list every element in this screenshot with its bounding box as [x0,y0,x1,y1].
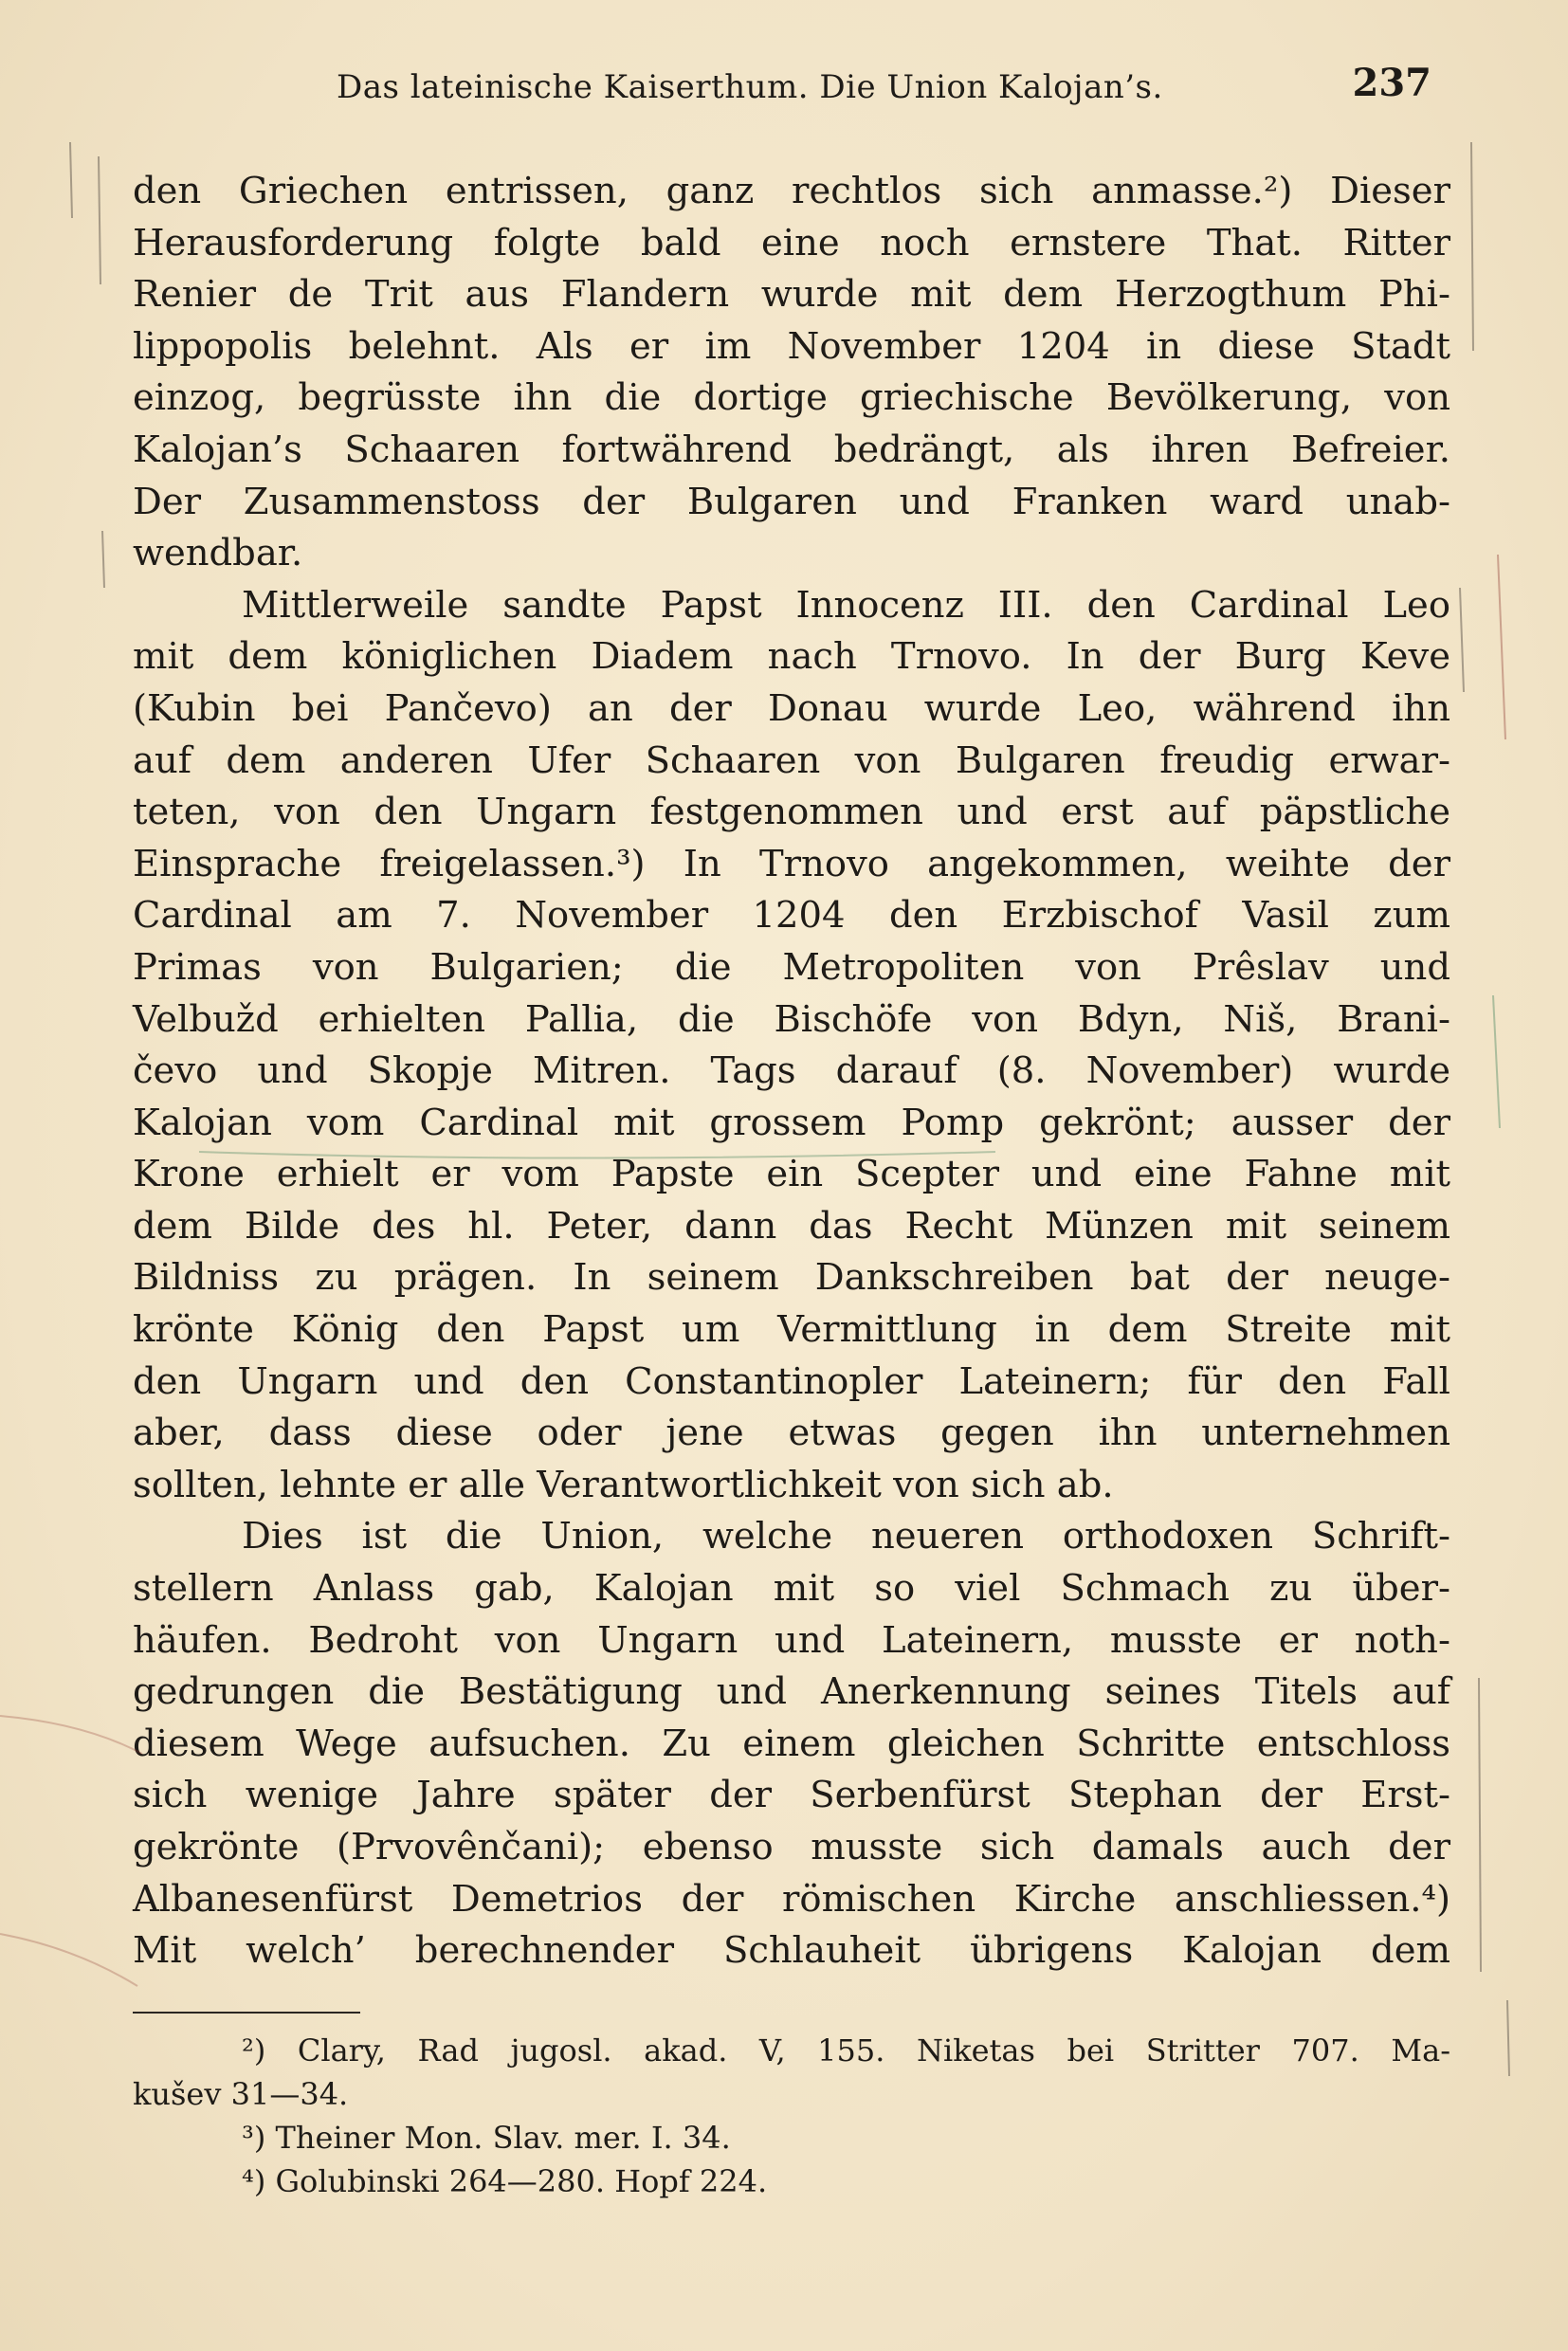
pencil-stroke [1498,555,1505,739]
text-line: auf dem anderen Ufer Schaaren von Bulgaren freudig erwar- [133,738,1450,782]
text-line: mit dem königlichen Diadem nach Trnovo. In der Burg Keve [133,635,1450,679]
text-line: gekrönte (Prvovênčani); ebenso musste sich damals auch der [133,1826,1450,1868]
text-line: gedrungen die Bestätigung und Anerkennung seines Titels auf [133,1670,1450,1714]
text-line: aber, dass diese oder jene etwas gegen ihn unternehmen [133,1412,1450,1455]
text-line: Bildniss zu prägen. In seinem Dankschreiben bat der neuge- [133,1256,1450,1300]
text-line: häufen. Bedroht von Ungarn und Lateinern, musste er noth- [133,1618,1450,1662]
pencil-stroke [1493,995,1500,1128]
text-line: Cardinal am 7. November 1204 den Erzbischof Vasil zum [133,894,1450,938]
text-line: einzog, begrüsste ihn die dortige griechische Bevölkerung, von [133,376,1450,420]
text-line: den Ungarn und den Constantinopler Lateinern; für den Fall [133,1359,1450,1403]
text-line: Dies ist die Union, welche neueren orthodoxen Schrift- [242,1515,1450,1558]
text-line: krönte König den Papst um Vermittlung in dem Streite mit [133,1308,1450,1352]
text-line: Krone erhielt er vom Papste ein Scepter und eine Fahne mit [133,1153,1450,1196]
running-head [133,59,1431,116]
text-line: Primas von Bulgarien; die Metropoliten von Prêslav und [133,945,1450,989]
pencil-stroke [1479,1678,1481,1972]
text-line: Herausforderung folgte bald eine noch ernstere That. Ritter [133,221,1450,264]
footnotes [133,2029,1450,2203]
footnote: ⁴) Golubinski 264—280. Hopf 224. [242,2163,768,2199]
text-line: Velbužd erhielten Pallia, die Bischöfe von Bdyn, Niš, Brani- [133,997,1450,1041]
text-line: wendbar. [133,532,303,575]
text-line: Kalojan vom Cardinal mit grossem Pomp gekrönt; ausser der [133,1101,1450,1144]
left-margin-marks [0,142,142,1986]
pencil-stroke [99,156,100,284]
text-line: den Griechen entrissen, ganz rechtlos sich anmasse.²) Dieser [133,170,1450,212]
text-line: stellern Anlass gab, Kalojan mit so viel Schmach zu über- [133,1567,1450,1611]
pencil-stroke [0,1934,137,1986]
text-line: dem Bilde des hl. Peter, dann das Recht Münzen mit seinem [133,1204,1450,1248]
text-line: teten, von den Ungarn festgenommen und erst auf päpstliche [133,791,1450,834]
page-number: 237 [1352,61,1431,105]
text-line: lippopolis belehnt. Als er im November 1204 in diese Stadt [133,324,1450,368]
footnote-continuation: kušev 31—34. [133,2076,349,2112]
text-line: Mittlerweile sandte Papst Innocenz III. den Cardinal Leo [242,583,1450,627]
pencil-stroke [70,142,72,218]
pencil-stroke [1471,142,1473,351]
pencil-stroke [0,1716,142,1754]
text-line: Renier de Trit aus Flandern wurde mit dem Herzogthum Phi- [133,273,1450,317]
text-line: sich wenige Jahre später der Serbenfürst Stephan der Erst- [133,1774,1450,1817]
text-line: Der Zusammenstoss der Bulgaren und Franken ward unab- [133,480,1450,523]
running-title: Das lateinische Kaiserthum. Die Union Kalojan’s. [337,68,1163,106]
pencil-stroke [1460,588,1464,692]
text-line: Kalojan’s Schaaren fortwährend bedrängt, als ihren Befreier. [133,428,1450,471]
text-line: (Kubin bei Pančevo) an der Donau wurde Leo, während ihn [133,686,1450,730]
body-text [133,166,1450,1977]
text-line: diesem Wege aufsuchen. Zu einem gleichen Schritte entschloss [133,1722,1450,1765]
pencil-stroke [102,531,104,588]
text-line: Albanesenfürst Demetrios der römischen Kirche anschliessen.⁴) [133,1877,1450,1921]
footnote-rule [133,2012,360,2014]
footnote: ³) Theiner Mon. Slav. mer. I. 34. [242,2120,731,2156]
footnote: ²) Clary, Rad jugosl. akad. V, 155. Niketas bei Stritter 707. Ma- [242,2032,1450,2069]
right-margin-marks [1460,142,1509,2076]
text-line: Mit welch’ berechnender Schlauheit übrigens Kalojan dem [133,1929,1450,1973]
text-line: sollten, lehnte er alle Verantwortlichkeit von sich ab. [133,1463,1114,1506]
pencil-stroke [1507,2000,1509,2076]
text-line: Einsprache freigelassen.³) In Trnovo angekommen, weihte der [133,842,1450,885]
text-line: čevo und Skopje Mitren. Tags darauf (8. November) wurde [133,1049,1450,1093]
